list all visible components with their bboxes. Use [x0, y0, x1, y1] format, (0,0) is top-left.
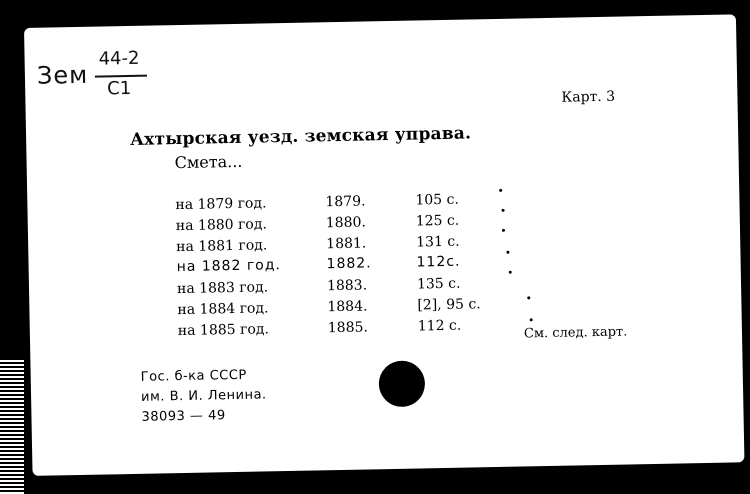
row-label: на 1880 год.: [175, 216, 268, 235]
card-subtitle: Смета...: [174, 151, 243, 173]
punch-hole: [378, 360, 425, 407]
check-mark-dot: [506, 251, 509, 254]
scan-edge-strip: [0, 360, 24, 494]
row-year: 1885.: [327, 319, 369, 337]
row-pages: 105 с.: [415, 191, 459, 209]
row-pages: 135 с.: [416, 275, 461, 293]
shelf-mark-denominator: С1: [106, 77, 132, 100]
row-year: 1882.: [326, 255, 372, 273]
row-year: 1880.: [325, 214, 367, 232]
library-stamp-number: 38093 — 49: [141, 408, 226, 425]
row-pages: 112 с.: [417, 317, 462, 335]
card-number: Карт. 3: [561, 88, 616, 106]
card-title: Ахтырская уезд. земская управа.: [129, 123, 472, 150]
check-mark-dot: [502, 209, 505, 212]
row-label: на 1885 год.: [177, 321, 270, 340]
check-mark-dot: [530, 318, 533, 321]
check-mark-dot: [502, 229, 505, 232]
row-label: на 1881 год.: [176, 237, 268, 256]
row-pages: 125 с.: [415, 212, 460, 230]
shelf-mark-prefix: Зем: [36, 60, 89, 90]
row-year: 1884.: [327, 298, 368, 316]
catalog-card: [24, 14, 744, 476]
library-stamp-line-2: им. В. И. Ленина.: [140, 387, 267, 405]
row-year: 1881.: [326, 235, 367, 253]
check-mark-dot: [509, 271, 512, 274]
row-pages: [2], 95 с.: [417, 296, 481, 314]
row-year: 1879.: [325, 193, 366, 211]
row-pages: 131 с.: [416, 233, 460, 251]
row-label: на 1883 год.: [176, 279, 269, 298]
row-label: на 1882 год.: [176, 257, 282, 276]
library-stamp-line-1: Гос. б-ка СССР: [140, 367, 247, 385]
row-pages: 112с.: [416, 253, 461, 271]
row-label: на 1884 год.: [177, 300, 269, 319]
row-label: на 1879 год.: [175, 195, 267, 214]
check-mark-dot: [527, 296, 530, 299]
check-mark-dot: [499, 189, 502, 192]
see-next-card-note: См. след. карт.: [523, 324, 628, 342]
shelf-mark-numerator: 44-2: [98, 47, 140, 70]
row-year: 1883.: [326, 277, 368, 295]
